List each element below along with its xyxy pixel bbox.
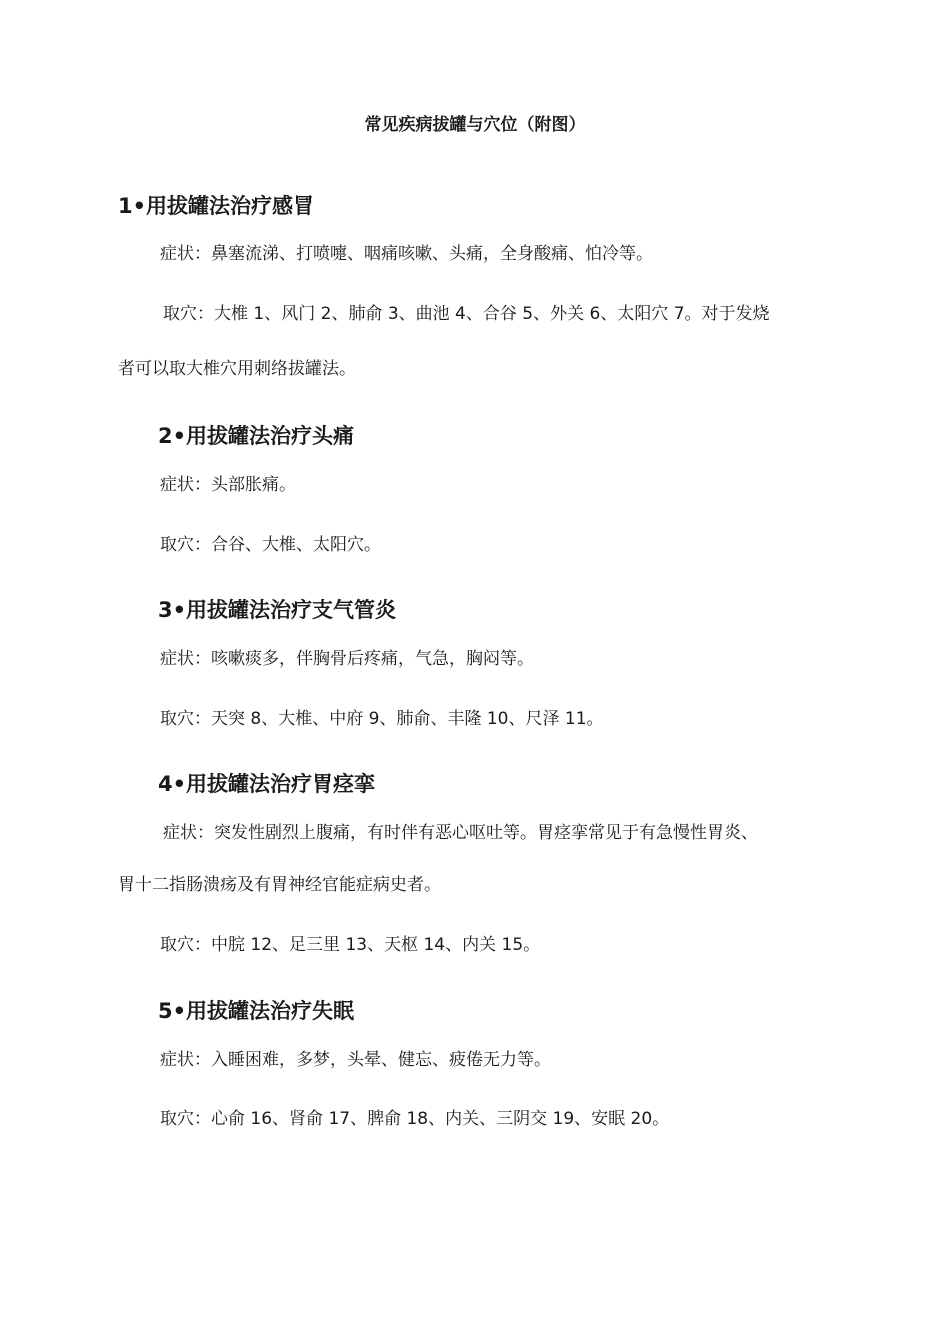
section-2-heading: 2•用拔罐法治疗头痛: [158, 424, 355, 448]
section-5-heading: 5•用拔罐法治疗失眠: [158, 999, 355, 1023]
section-2-points: 取穴：合谷、大椎、太阳穴。: [160, 535, 381, 555]
document-title: 常见疾病拔罐与穴位（附图）: [364, 115, 586, 135]
section-1-points-line1: 取穴：大椎 1、风门 2、肺俞 3、曲池 4、合谷 5、外关 6、太阳穴 7。对于发烧: [163, 304, 770, 324]
section-4-points: 取穴：中脘 12、足三里 13、天枢 14、内关 15。: [160, 935, 541, 955]
section-2-symptom: 症状：头部胀痛。: [160, 475, 296, 495]
section-3-points: 取穴：天突 8、大椎、中府 9、肺俞、丰隆 10、尺泽 11。: [160, 709, 604, 729]
section-3-symptom: 症状：咳嗽痰多，伴胸骨后疼痛，气急，胸闷等。: [160, 649, 534, 669]
section-4-heading: 4•用拔罐法治疗胃痉挛: [158, 772, 376, 796]
section-1-points-line2: 者可以取大椎穴用刺络拔罐法。: [118, 359, 356, 379]
section-4-symptom-line1: 症状：突发性剧烈上腹痛，有时伴有恶心呕吐等。胃痉挛常见于有急慢性胃炎、: [163, 823, 758, 843]
section-3-heading: 3•用拔罐法治疗支气管炎: [158, 598, 397, 622]
section-1-heading: 1•用拔罐法治疗感冒: [118, 194, 315, 218]
section-5-points: 取穴：心俞 16、肾俞 17、脾俞 18、内关、三阴交 19、安眠 20。: [160, 1109, 670, 1129]
section-5-symptom: 症状：入睡困难，多梦，头晕、健忘、疲倦无力等。: [160, 1050, 551, 1070]
section-1-symptom: 症状：鼻塞流涕、打喷嚏、咽痛咳嗽、头痛，全身酸痛、怕冷等。: [160, 244, 653, 264]
section-4-symptom-line2: 胃十二指肠溃疡及有胃神经官能症病史者。: [118, 875, 441, 895]
